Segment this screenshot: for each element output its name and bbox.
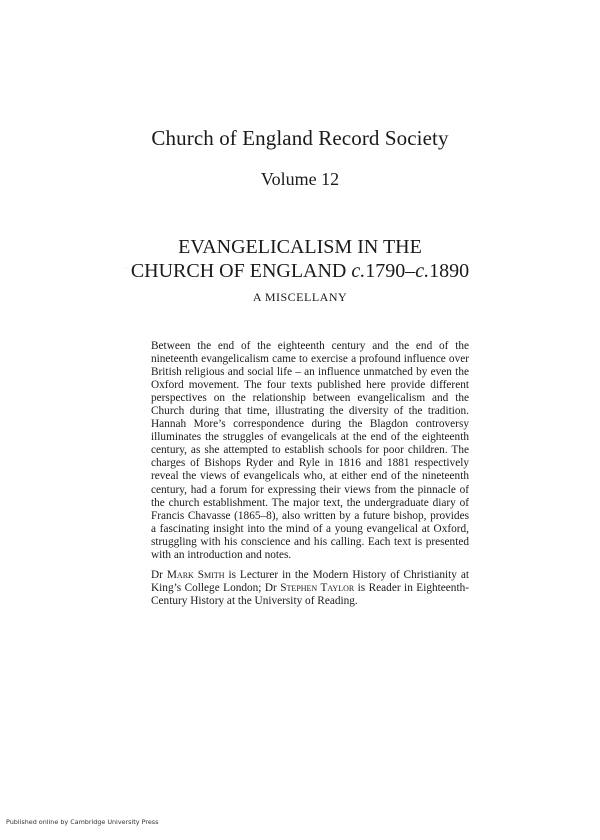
subtitle: A MISCELLANY	[252, 290, 348, 304]
stray-mark: ·	[125, 266, 127, 272]
description	[151, 340, 469, 608]
book-title	[0, 235, 600, 283]
title-line-1: EVANGELICALISM IN THE	[178, 236, 422, 258]
editor1-name: Mark Smith	[166, 568, 225, 581]
volume-number: Volume 12	[260, 169, 340, 189]
title-line-2	[0, 259, 600, 283]
editor1-role: is Lecturer in the Modern History of Christianity at King’s College London; Dr	[151, 568, 469, 594]
editor2-name: Stephen Taylor	[280, 581, 355, 594]
title-year-1: 1790–	[365, 260, 416, 282]
editors-paragraph	[151, 569, 469, 608]
title-circa-1: c.	[351, 260, 366, 282]
title-year-2: 1890	[429, 260, 470, 282]
editor1-prefix: Dr	[151, 568, 167, 581]
title-circa-2: c.	[415, 260, 430, 282]
editor2-role: is Reader in Eighteenth-Century History at the University of Reading.	[151, 581, 469, 607]
description-paragraph: Between the end of the eighteenth century and the end of the nineteenth evangelicalism came to exercise a profound influence over British religious and social life – an influence unmatched by even the Oxford movement. The four texts published here provide different perspectives on the relationship between evangelicalism and the Church during that time, illustrating the diversity of the tradition. Hannah More’s correspondence during the Blagdon controversy illuminates the struggles of evangelicals at the end of the eighteenth century, as she attempted to establish schools for poor children. The charges of Bishops Ryder and Ryle in 1816 and 1881 respectively reveal the views of evangelicals who, at either end of the nineteenth century, had a forum for expressing their views from the pinnacle of the church establishment. The major text, the undergraduate diary of Francis Chavasse (1865–8), also written by a future bishop, provides a fascinating insight into the mind of a young evangelical at Oxford, struggling with his conscience and his calling. Each text is presented with an introduction and notes.	[151, 340, 469, 561]
title-prefix: CHURCH OF ENGLAND	[130, 260, 352, 282]
series-title: Church of England Record Society	[151, 126, 449, 150]
publication-footer: Published online by Cambridge University Press	[6, 818, 159, 826]
